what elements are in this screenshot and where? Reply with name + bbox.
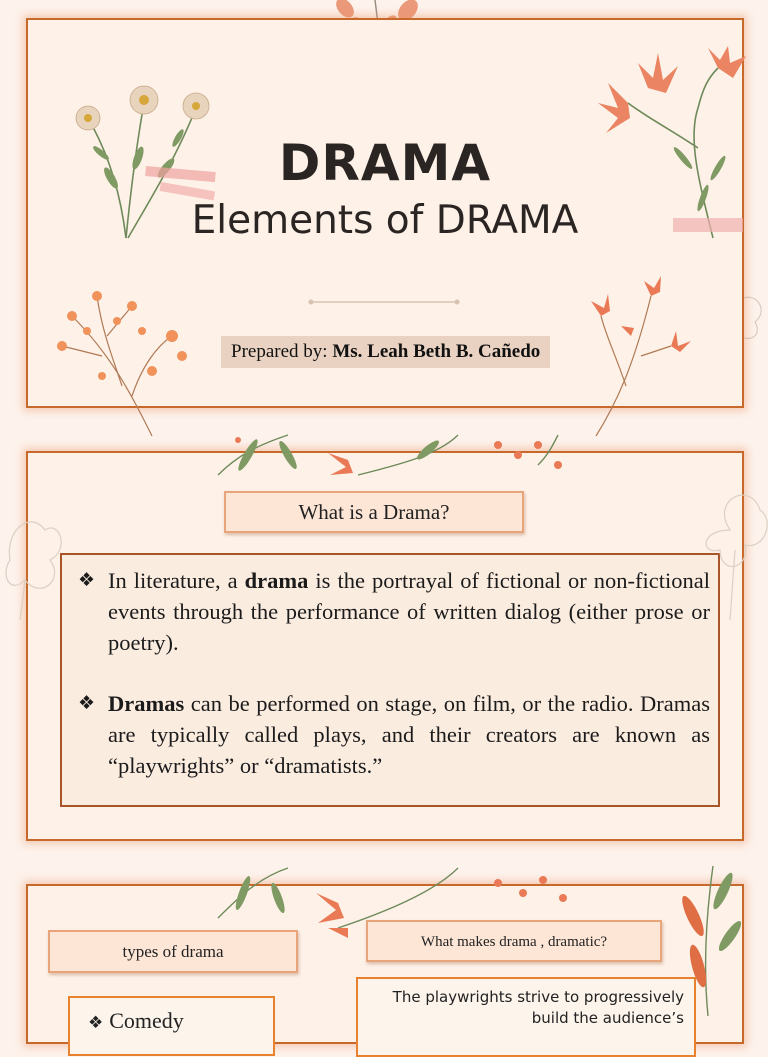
list-item [78,565,710,658]
section-heading: What is a Drama? [224,491,524,533]
title-slide [26,18,744,408]
divider-line [308,299,460,305]
drama-type-item [68,996,275,1056]
dramatic-paragraph: The playwrights strive to progressively build the audience’s [356,977,696,1057]
bullet-diamond-icon: ❖ [88,1013,104,1033]
slide-subtitle: Elements of DRAMA [191,198,579,243]
bullet-text: is the portrayal of fictional or non-fictional events through the performance of written dialog (either prose or poetry). [108,568,710,655]
definition-box [60,553,720,807]
bullet-text: In literature, a [108,568,245,593]
flower-decoration [198,435,618,495]
prepared-label: Prepared by: [231,341,328,362]
bullet-bold: drama [244,568,309,593]
definition-slide [26,451,744,841]
bullet-text: can be performed on stage, on film, or the radio. Dramas are typically called plays, and their creators are known as “playwrights” or “dramatists.” [108,691,710,778]
types-heading: types of drama [48,930,298,973]
bullet-diamond-icon: ❖ [78,692,96,714]
flower-decoration [0,500,70,620]
drama-type-label: Comedy [109,1008,184,1033]
presenter-name: Ms. Leah Beth B. Cañedo [332,341,541,362]
bullet-bold: Dramas [108,691,185,716]
presenter-credit [221,336,550,368]
dramatic-heading: What makes drama , dramatic? [366,920,662,962]
slide-title: DRAMA [278,134,492,192]
bullet-diamond-icon: ❖ [78,569,96,591]
flower-decoration [576,276,696,436]
types-slide [26,884,744,1044]
flower-decoration [690,480,768,620]
list-item [78,688,710,781]
flower-decoration [42,276,202,436]
